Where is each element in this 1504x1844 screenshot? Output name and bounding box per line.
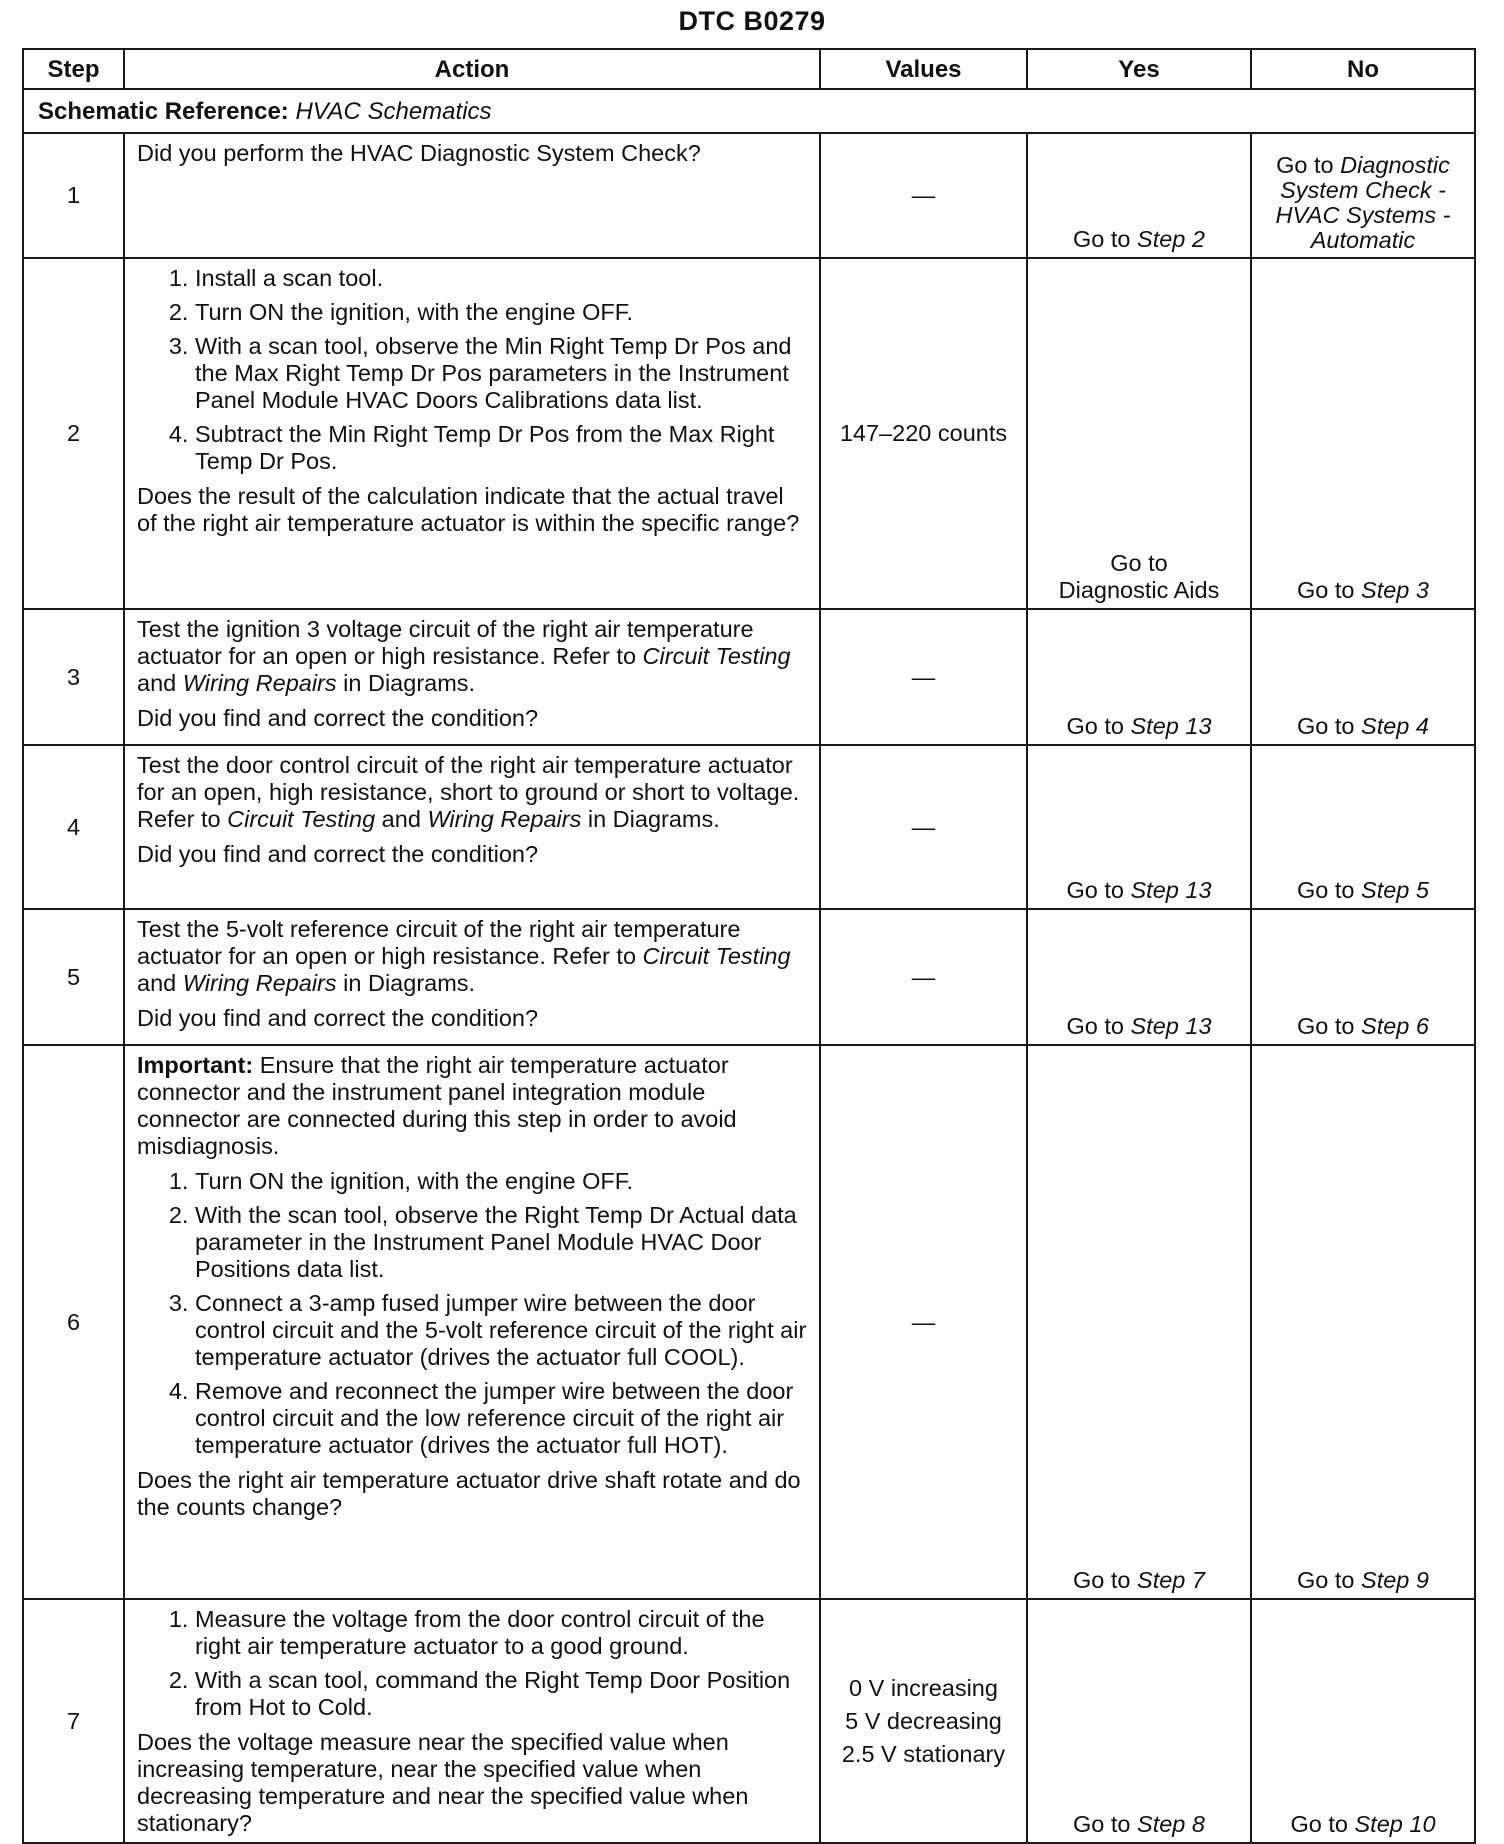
go-to-text: Go to [1066,713,1124,739]
go-to-text: Go to [1297,713,1355,739]
values-cell: — [820,745,1027,909]
yes-cell [1027,909,1251,1045]
yes-target-link: Step 13 [1130,713,1212,739]
yes-target-link: Step 7 [1137,1567,1205,1593]
circuit-testing-ref: Circuit Testing [642,643,791,669]
question-text: Did you find and correct the condition? [137,1005,539,1031]
schematic-reference [23,89,1475,133]
no-cell [1251,609,1475,745]
yes-cell [1027,133,1251,258]
values-cell: — [820,1045,1027,1599]
value-decreasing: 5 V decreasing [845,1707,1002,1734]
instruction-part: Test the 5-volt reference circuit of the right air temperature actuator for an open or high resistance. Refer to [137,916,741,969]
instruction-part: and [137,970,183,996]
procedure-item: 2. With the scan tool, observe the Right Temp Dr Actual data parameter in the Instrument Panel Module HVAC Door Positions data list. [195,1202,809,1283]
no-target-line [1252,153,1474,178]
step-number: 6 [23,1045,124,1599]
question-text: Did you find and correct the condition? [137,841,539,867]
question-text: Does the right air temperature actuator drive shaft rotate and do the counts change? [137,1467,801,1520]
procedure-list [137,1168,809,1459]
action-cell [124,258,820,609]
value-increasing: 0 V increasing [849,1674,998,1701]
schematic-value: HVAC Schematics [295,97,492,125]
yes-cell [1027,258,1251,609]
values-cell: — [820,909,1027,1045]
header-yes: Yes [1027,49,1251,89]
header-step: Step [23,49,124,89]
procedure-item: 1. Measure the voltage from the door control circuit of the right air temperature actuator to a good ground. [195,1606,809,1660]
wiring-repairs-ref: Wiring Repairs [427,806,582,832]
procedure-item: 3. With a scan tool, observe the Min Right Temp Dr Pos and the Max Right Temp Dr Pos parameters in the Instrument Panel Module HVAC Doors Calibrations data list. [195,333,809,414]
instruction-part: in Diagrams. [336,670,476,696]
values-cell [820,1599,1027,1843]
procedure-item: 1. Turn ON the ignition, with the engine OFF. [195,1168,809,1195]
values-cell: 147–220 counts [820,258,1027,609]
yes-target-link: Diagnostic Aids [1058,577,1220,603]
action-cell [124,909,820,1045]
procedure-list [137,1606,809,1721]
instruction-part: Test the door control circuit of the right air temperature actuator for an open, high resistance, short to ground or short to voltage. Refer to [137,752,800,832]
no-cell [1251,133,1475,258]
go-to-text: Go to [1276,152,1334,178]
no-cell [1251,909,1475,1045]
go-to-text: Go to [1110,550,1168,576]
wiring-repairs-ref: Wiring Repairs [182,970,337,996]
table-row [23,1599,1475,1843]
question-text: Does the result of the calculation indicate that the actual travel of the right air temperature actuator is within the specific range? [137,483,800,536]
go-to-text: Go to [1073,1567,1131,1593]
instruction-part: and [375,806,428,832]
diagnostic-table [22,48,1476,1844]
yes-cell [1027,1045,1251,1599]
procedure-item: 4. Remove and reconnect the jumper wire between the door control circuit and the low reference circuit of the right air temperature actuator (drives the actuator full HOT). [195,1378,809,1459]
step-number: 1 [23,133,124,258]
instruction-part: in Diagrams. [581,806,720,832]
no-target-link: HVAC Systems - [1275,202,1451,228]
table-row [23,1045,1475,1599]
no-target-link: Diagnostic [1340,152,1450,178]
table-row [23,133,1475,258]
go-to-text: Go to [1066,877,1124,903]
yes-target-link: Step 13 [1130,877,1212,903]
circuit-testing-ref: Circuit Testing [642,943,791,969]
header-no: No [1251,49,1475,89]
no-target-link: Step 10 [1354,1811,1436,1837]
no-target-link: Automatic [1310,227,1416,253]
table-row [23,909,1475,1045]
go-to-text: Go to [1073,226,1131,252]
action-cell [124,609,820,745]
go-to-text: Go to [1297,877,1355,903]
procedure-item: 4. Subtract the Min Right Temp Dr Pos from the Max Right Temp Dr Pos. [195,421,809,475]
go-to-text: Go to [1066,1013,1124,1039]
procedure-item: 2. With a scan tool, command the Right Temp Door Position from Hot to Cold. [195,1667,809,1721]
instruction-text [137,752,809,833]
action-cell [124,745,820,909]
no-cell [1251,258,1475,609]
important-text: Ensure that the right air temperature actuator connector and the instrument panel integration module connector are connected during this step in order to avoid misdiagnosis. [137,1052,737,1159]
yes-cell [1027,1599,1251,1843]
step-number: 5 [23,909,124,1045]
circuit-testing-ref: Circuit Testing [227,806,376,832]
no-cell [1251,1599,1475,1843]
yes-cell [1027,745,1251,909]
value-stationary: 2.5 V stationary [841,1740,1006,1767]
no-target-link: Step 9 [1361,1567,1429,1593]
instruction-text [137,616,809,697]
header-row [23,49,1475,89]
instruction-part: Test the ignition 3 voltage circuit of the right air temperature actuator for an open or high resistance. Refer to [137,616,754,669]
yes-target-link: Step 2 [1137,226,1205,252]
no-target-link: Step 5 [1361,877,1429,903]
action-cell [124,1045,820,1599]
step-number: 2 [23,258,124,609]
header-values: Values [820,49,1027,89]
action-cell [124,133,820,258]
procedure-item: 3. Connect a 3-amp fused jumper wire between the door control circuit and the 5-volt reference circuit of the right air temperature actuator (drives the actuator full COOL). [195,1290,809,1371]
values-cell: — [820,133,1027,258]
no-target-line [1252,178,1474,203]
go-to-text: Go to [1297,577,1355,603]
instruction-part: and [137,670,183,696]
procedure-item: 2. Turn ON the ignition, with the engine OFF. [195,299,809,326]
schematic-row [23,89,1475,133]
yes-cell [1027,609,1251,745]
table-row [23,609,1475,745]
instruction-part: in Diagrams. [336,970,476,996]
action-cell [124,1599,820,1843]
wiring-repairs-ref: Wiring Repairs [182,670,337,696]
no-target-line [1252,203,1474,228]
go-to-text: Go to [1073,1811,1131,1837]
no-target-link: System Check - [1280,177,1446,203]
go-to-text: Go to [1290,1811,1348,1837]
question-text: Did you perform the HVAC Diagnostic System Check? [137,140,701,166]
no-target-link: Step 3 [1361,577,1429,603]
no-cell [1251,1045,1475,1599]
no-target-link: Step 6 [1361,1013,1429,1039]
important-note [137,1052,809,1160]
table-row [23,258,1475,609]
important-label: Important: [137,1052,254,1078]
go-to-text: Go to [1297,1013,1355,1039]
values-cell: — [820,609,1027,745]
instruction-text [137,916,809,997]
question-text: Did you find and correct the condition? [137,705,539,731]
step-number: 4 [23,745,124,909]
step-number: 3 [23,609,124,745]
header-action: Action [124,49,820,89]
yes-target-link: Step 13 [1130,1013,1212,1039]
schematic-label: Schematic Reference: [38,97,289,125]
table-row [23,745,1475,909]
go-to-text: Go to [1297,1567,1355,1593]
no-target-link: Step 4 [1361,713,1429,739]
procedure-list [137,265,809,475]
step-number: 7 [23,1599,124,1843]
procedure-item: 1. Install a scan tool. [195,265,809,292]
no-cell [1251,745,1475,909]
question-text: Does the voltage measure near the specified value when increasing temperature, near the specified value when decreasing temperature and near the specified value when stationary? [137,1729,749,1836]
yes-target-link: Step 8 [1137,1811,1205,1837]
page-title: DTC B0279 [678,6,826,36]
no-target-line [1252,228,1474,253]
